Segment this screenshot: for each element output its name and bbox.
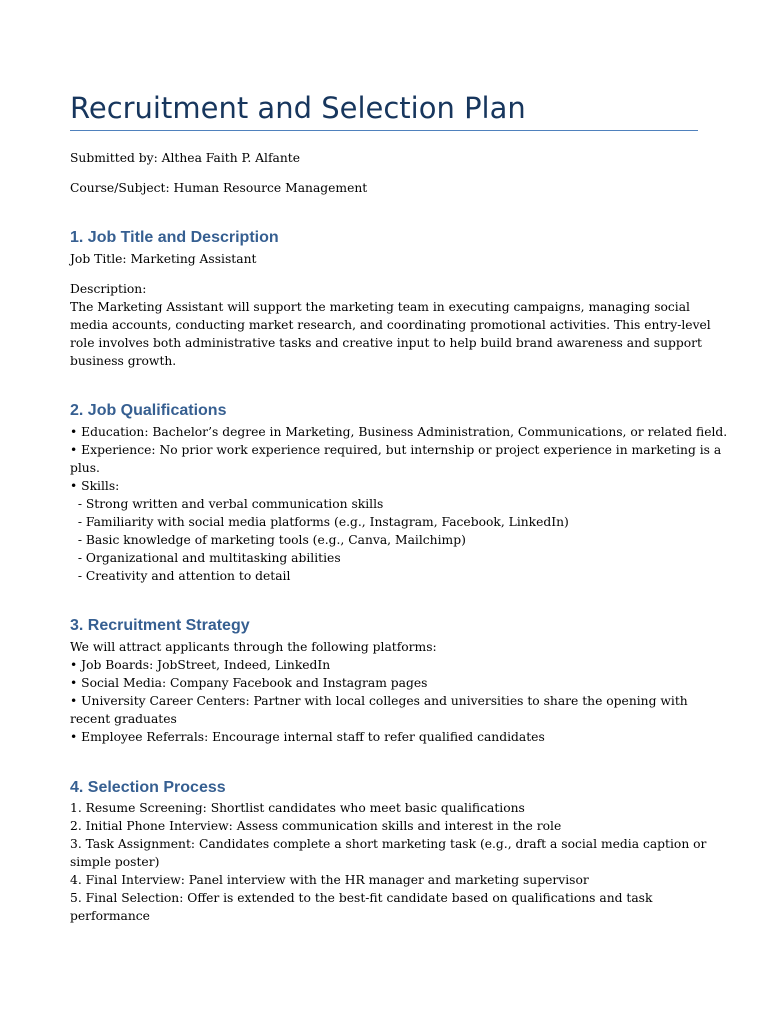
document-title: Recruitment and Selection Plan [70, 91, 526, 125]
strategy-line: We will attract applicants through the following platforms: [70, 640, 437, 654]
skill-item: - Creativity and attention to detail [70, 569, 291, 583]
qualification-line: plus. [70, 461, 100, 475]
strategy-line: • University Career Centers: Partner with local colleges and universities to share the opening with [70, 694, 688, 708]
selection-step: performance [70, 909, 150, 923]
strategy-line: • Social Media: Company Facebook and Instagram pages [70, 676, 428, 690]
description-label: Description: [70, 282, 147, 296]
selection-step: 4. Final Interview: Panel interview with the HR manager and marketing supervisor [70, 873, 589, 887]
description-line: role involves both administrative tasks and creative input to help build brand awareness and support [70, 336, 702, 350]
title-divider [70, 130, 698, 131]
description-line: The Marketing Assistant will support the marketing team in executing campaigns, managing social [70, 300, 690, 314]
qualification-line: • Experience: No prior work experience required, but internship or project experience in marketing is a [70, 443, 722, 457]
job-title-line: Job Title: Marketing Assistant [70, 252, 257, 266]
section-heading-recruitment-strategy: 3. Recruitment Strategy [70, 617, 250, 634]
strategy-line: • Employee Referrals: Encourage internal staff to refer qualified candidates [70, 730, 545, 744]
course-subject: Course/Subject: Human Resource Management [70, 181, 368, 195]
section-heading-job-title: 1. Job Title and Description [70, 229, 279, 246]
selection-step: 2. Initial Phone Interview: Assess communication skills and interest in the role [70, 819, 562, 833]
strategy-line: recent graduates [70, 712, 177, 726]
qualification-line: • Skills: [70, 479, 120, 493]
skill-item: - Familiarity with social media platforms (e.g., Instagram, Facebook, LinkedIn) [70, 515, 569, 529]
section-heading-qualifications: 2. Job Qualifications [70, 402, 227, 419]
skill-item: - Basic knowledge of marketing tools (e.g., Canva, Mailchimp) [70, 533, 466, 547]
section-heading-selection-process: 4. Selection Process [70, 779, 226, 796]
selection-step: 1. Resume Screening: Shortlist candidates who meet basic qualifications [70, 801, 525, 815]
submitted-by: Submitted by: Althea Faith P. Alfante [70, 151, 300, 165]
selection-step: 3. Task Assignment: Candidates complete a short marketing task (e.g., draft a social media caption or [70, 837, 707, 851]
description-line: media accounts, conducting market research, and coordinating promotional activities. This entry-level [70, 318, 711, 332]
selection-step: simple poster) [70, 855, 160, 869]
qualification-line: • Education: Bachelor’s degree in Marketing, Business Administration, Communications, or related field. [70, 425, 728, 439]
skill-item: - Strong written and verbal communication skills [70, 497, 384, 511]
selection-step: 5. Final Selection: Offer is extended to the best-fit candidate based on qualifications and task [70, 891, 653, 905]
strategy-line: • Job Boards: JobStreet, Indeed, LinkedIn [70, 658, 331, 672]
description-line: business growth. [70, 354, 177, 368]
skill-item: - Organizational and multitasking abilities [70, 551, 341, 565]
